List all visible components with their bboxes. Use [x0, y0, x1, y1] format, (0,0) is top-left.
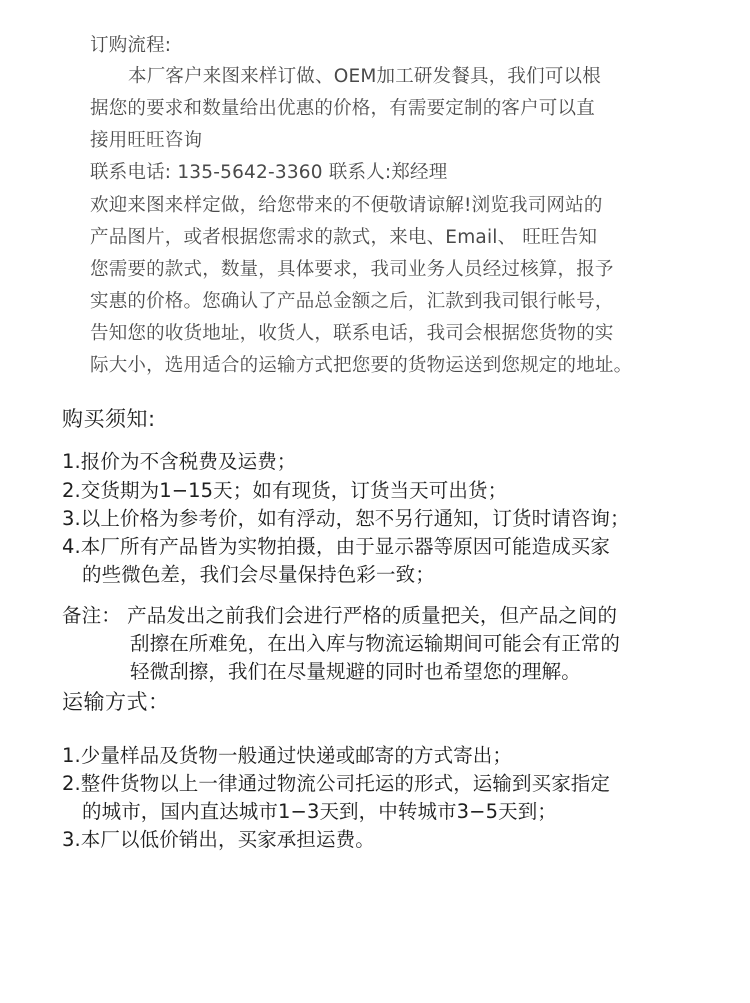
order-process-line-2: 据您的要求和数量给出优惠的价格，有需要定制的客户可以直	[90, 98, 595, 119]
purchase-note-1: 1.报价为不含税费及运费；	[62, 450, 297, 473]
order-process-line-9: 告知您的收货地址，收货人，联系电话，我司会根据您货物的实	[90, 323, 614, 344]
order-process-title: 订购流程:	[90, 35, 172, 56]
shipping-line-2: 2.整件货物以上一律通过物流公司托运的形式，运输到买家指定	[62, 772, 611, 795]
purchase-notes-title: 购买须知:	[62, 407, 156, 431]
order-process-line-7: 您需要的款式，数量，具体要求，我司业务人员经过核算，报予	[90, 259, 614, 280]
shipping-line-2-cont: 的城市，国内直达城市1−3天到，中转城市3−5天到；	[82, 800, 557, 823]
purchase-note-3: 3.以上价格为参考价，如有浮动，恕不另行通知，订货时请咨询；	[62, 507, 630, 530]
shipping-line-3: 3.本厂以低价销出，买家承担运费。	[62, 828, 375, 851]
contact-line: 联系电话: 135-5642-3360 联系人:郑经理	[90, 162, 448, 183]
order-process-line-6: 产品图片，或者根据您需求的款式，来电、Email、 旺旺告知	[90, 227, 598, 248]
order-process-line-3: 接用旺旺咨询	[90, 130, 203, 151]
order-process-line-8: 实惠的价格。您确认了产品总金额之后，汇款到我司银行帐号，	[90, 291, 614, 312]
remark-line-2: 刮擦在所难免，在出入库与物流运输期间可能会有正常的	[130, 632, 621, 655]
order-process-line-1: 本厂客户来图来样订做、OEM加工研发餐具，我们可以根	[128, 66, 601, 87]
order-process-line-5: 欢迎来图来样定做，给您带来的不便敬请谅解!浏览我司网站的	[90, 195, 603, 216]
order-process-line-10: 际大小，选用适合的运输方式把您要的货物运送到您规定的地址。	[90, 355, 633, 376]
shipping-title: 运输方式：	[62, 690, 170, 714]
remark-line-1: 备注： 产品发出之前我们会进行严格的质量把关，但产品之间的	[62, 604, 618, 627]
remark-line-3: 轻微刮擦，我们在尽量规避的同时也希望您的理解。	[130, 660, 581, 683]
purchase-note-4-cont: 的些微色差，我们会尽量保持色彩一致；	[82, 563, 435, 586]
purchase-note-4: 4.本厂所有产品皆为实物拍摄，由于显示器等原因可能造成买家	[62, 535, 611, 558]
purchase-note-2: 2.交货期为1−15天；如有现货，订货当天可出货；	[62, 479, 508, 502]
shipping-line-1: 1.少量样品及货物一般通过快递或邮寄的方式寄出；	[62, 744, 513, 767]
